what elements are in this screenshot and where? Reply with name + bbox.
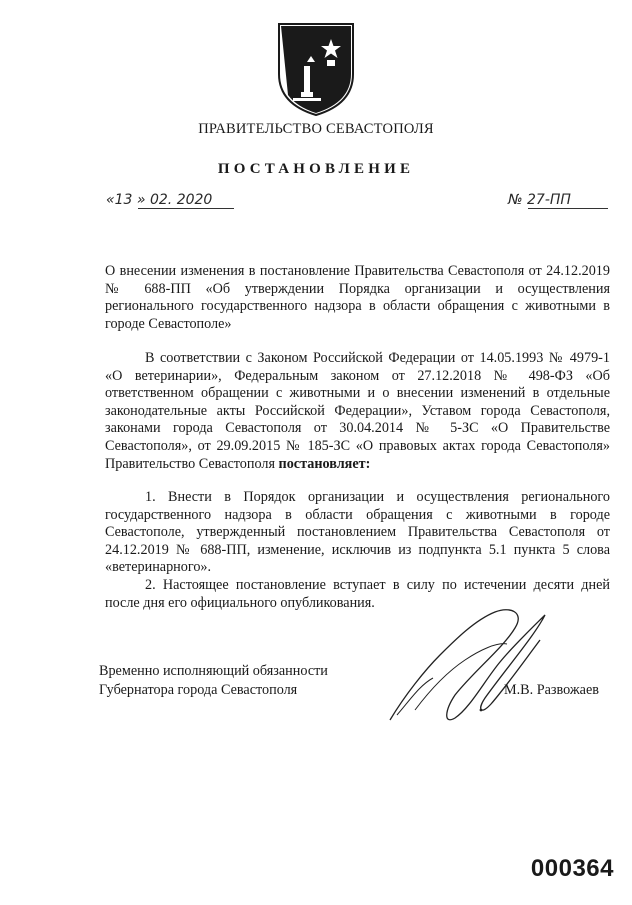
legal-basis-text: В соответствии с Законом Российской Федерации от 14.05.1993 № 4979-1 «О ветеринарии», Федеральным законом от 27.12.2018 № 498-ФЗ «Об ответственном обращении с животными и о внесении изменений в отдельные законодательные акты Российской Федерации», Уставом города Севастополя, законами города Севастополя от 30.04.2014 № 5-ЗС «О Правительстве Севастополя», от 29.09.2015 № 185-ЗС «О правовых актах города Севастополя» Правительство Севастополя — [105, 350, 610, 472]
signatory-name: М.В. Развожаев — [504, 682, 599, 698]
resolves-keyword: постановляет: — [278, 455, 371, 472]
signatory-position-line-1: Временно исполняющий обязанности — [99, 663, 328, 679]
decree-subject: О внесении изменения в постановление Правительства Севастополя от 24.12.2019 № 688-ПП «Об утверждении Порядка организации и осуществления регионального государственного надзора в области обращения с животными в городе Севастополе» — [105, 263, 610, 332]
legal-basis-paragraph — [105, 350, 610, 473]
serial-number: 000364 — [530, 855, 614, 882]
signatory-position-line-2: Губернатора города Севастополя — [99, 682, 298, 698]
government-title: ПРАВИТЕЛЬСТВО СЕВАСТОПОЛЯ — [198, 121, 434, 137]
decree-item-1: 1. Внести в Порядок организации и осуществления регионального государственного надзора в области обращения с животными в городе Севастополе, утвержденный постановлением Правительства Севастополя от 24.12.2019 № 688-ПП, изменение, исключив из подпункта 5.1 пункта 5 слова «ветеринарного». — [105, 489, 610, 576]
sevastopol-coat-of-arms-emblem — [271, 18, 361, 118]
decree-number: № 27-ПП — [508, 192, 571, 208]
handwritten-signature — [385, 600, 560, 740]
decree-item-2: 2. Настоящее постановление вступает в силу по истечении десяти дней после дня его официального опубликования. — [105, 577, 610, 611]
number-underline — [528, 208, 608, 209]
date-underline — [138, 208, 234, 209]
document-type-title: ПОСТАНОВЛЕНИЕ — [217, 161, 415, 177]
decree-date: «13 » 02. 2020 — [106, 192, 213, 208]
